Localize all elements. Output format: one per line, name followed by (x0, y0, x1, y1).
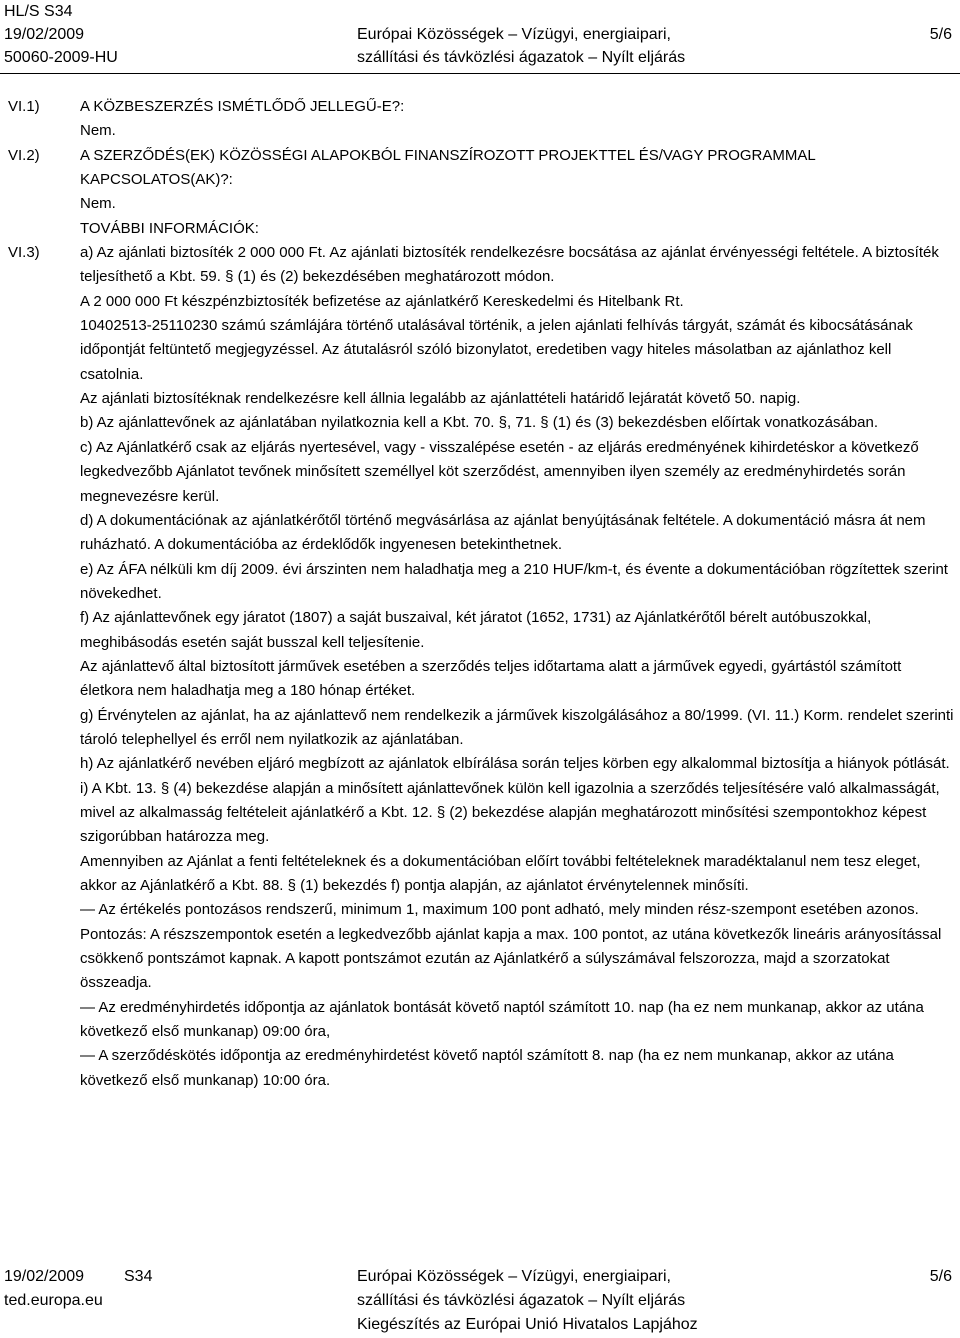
info-paragraph: g) Érvénytelen az ajánlat, ha az ajánlattevő nem rendelkezik a járművek kiszolgálásához a 80/1999. (VI. 11.) Korm. rendelet szerinti tároló telephellyel és erről nem nyilatkozik az ajánlatában. (80, 706, 954, 748)
info-paragraph: Amennyiben az Ajánlat a fenti feltételeknek és a dokumentációban előírt további feltételeknek maradéktalanul nem tesz eleget, akkor az Ajánlatkérő a Kbt. 88. § (1) bekezdés f) pontja alapján, az ajánlatot érvénytelennek minősíti. (80, 852, 921, 894)
footer-center (357, 1265, 698, 1337)
footer-page-number: 5/6 (929, 1268, 952, 1285)
section-heading-vi2: A SZERZŐDÉS(EK) KÖZÖSSÉGI ALAPOKBÓL FINANSZÍROZOTT PROJEKTTEL ÉS/VAGY PROGRAMMAL KAPCSOLATOS(AK)?: (80, 146, 816, 189)
info-paragraph: b) Az ajánlattevőnek az ajánlatában nyilatkoznia kell a Kbt. 70. §, 71. § (1) és (3) bekezdésben előírtak vonatkozásában. (80, 414, 878, 432)
header-center (357, 0, 685, 69)
info-paragraph: e) Az ÁFA nélküli km díj 2009. évi árszinten nem haladhatja meg a 210 HUF/km-t, és évente a dokumentációban rögzítettek szerint növekedhet. (80, 560, 948, 602)
section-number-vi3: VI.3) (8, 244, 40, 261)
footer-title-line2: szállítási és távközlési ágazatok – Nyílt eljárás (357, 1292, 686, 1309)
footer-series: S34 (124, 1268, 153, 1285)
header-notice-no: 50060-2009-HU (4, 49, 118, 66)
section-heading-vi3: TOVÁBBI INFORMÁCIÓK: (80, 219, 259, 237)
info-paragraph: Az ajánlati biztosítéknak rendelkezésre kell állnia legalább az ajánlattételi határidő lejáratát követő 50. napig. (80, 390, 801, 408)
page-footer (0, 1265, 960, 1338)
section-value-vi2: Nem. (80, 195, 116, 213)
footer-title-line1: Európai Közösségek – Vízügyi, energiaipari, (357, 1268, 671, 1285)
info-paragraph: — Az értékelés pontozásos rendszerű, minimum 1, maximum 100 pont adható, mely minden rész-szempont esetében azonos. (80, 901, 919, 919)
info-paragraph: f) Az ajánlattevőnek egy járatot (1807) a saját buszaival, két járatot (1652, 1731) az Ajánlatkérőtől bérelt autóbuszokkal, meghibásodás esetén saját busszal kell teljesítenie. (80, 609, 872, 651)
footer-site-link[interactable]: ted.europa.eu (4, 1292, 103, 1309)
page-header (0, 0, 960, 74)
section-heading-vi1: A KÖZBESZERZÉS ISMÉTLŐDŐ JELLEGŰ-E?: (80, 98, 405, 115)
footer-title-line3: Kiegészítés az Európai Unió Hivatalos Lapjához (357, 1316, 698, 1333)
section-number-vi1: VI.1) (8, 98, 40, 115)
header-divider (0, 73, 960, 74)
info-paragraph: a) Az ajánlati biztosíték 2 000 000 Ft. Az ajánlati biztosíték rendelkezésre bocsátása az ajánlat érvényességi feltétele. A biztosíték teljesíthető a Kbt. 59. § (1) és (2) bekezdésében meghatározott módon. (80, 244, 939, 286)
section-number-vi2: VI.2) (8, 147, 40, 164)
header-page-number: 5/6 (929, 26, 952, 43)
info-paragraph: i) A Kbt. 13. § (4) bekezdése alapján a minősített ajánlattevőnek külön kell igazolnia a szerződés teljesítésére való alkalmasságát, mivel az alkalmasság feltételeit ajánlatkérő a Kbt. 12. § (2) bekezdése alapján meghatározott minősítési szempontokhoz képest szigorúbban határozza meg. (80, 779, 940, 846)
info-paragraph: A 2 000 000 Ft készpénzbiztosíték befizetése az ajánlatkérő Kereskedelmi és Hitelbank Rt. (80, 292, 684, 310)
section-value-vi1: Nem. (80, 122, 116, 140)
header-date: 19/02/2009 (4, 26, 85, 43)
info-paragraph: Az ajánlattevő által biztosított járművek esetében a szerződés teljes időtartama alatt a járművek egyedi, gyártástól számított életkora nem haladhatja meg a 180 hónap értéket. (80, 657, 902, 700)
header-title-line2: szállítási és távközlési ágazatok – Nyílt eljárás (357, 49, 686, 66)
info-paragraph: — A szerződéskötés időpontja az eredményhirdetést követő naptól számított 8. nap (ha ez nem munkanap, akkor az utána következő első munkanap) 10:00 óra. (80, 1047, 894, 1089)
header-title-line1: Európai Közösségek – Vízügyi, energiaipari, (357, 26, 671, 43)
header-left (4, 0, 118, 69)
header-doc-id: HL/S S34 (4, 3, 73, 20)
document-body (80, 95, 956, 1093)
info-paragraph: h) Az ajánlatkérő nevében eljáró megbízott az ajánlatok elbírálása során teljes körben egy alkalommal biztosítja a hiányok pótlását. (80, 755, 950, 773)
info-paragraph: Pontozás: A részszempontok esetén a legkedvezőbb ajánlat kapja a max. 100 pontot, az utána következők lineáris arányosítással csökkenő pontszámot kapnak. A kapott pontszámot ezután az Ajánlatkérő a súlyszámával felszorozza, majd a szorzatokat összeadja. (80, 925, 942, 992)
info-paragraph: — Az eredményhirdetés időpontja az ajánlatok bontását követő naptól számított 10. nap (ha ez nem munkanap, akkor az utána következő első munkanap) 09:00 óra, (80, 998, 924, 1041)
info-paragraph: d) A dokumentációnak az ajánlatkérőtől történő megvásárlása az ajánlat benyújtásának feltétele. A dokumentáció másra át nem ruházható. A dokumentációba az érdeklődők ingyenesen betekinthetnek. (80, 511, 926, 554)
footer-date: 19/02/2009 (4, 1268, 85, 1285)
info-paragraph: c) Az Ajánlatkérő csak az eljárás nyertesével, vagy - visszalépése esetén - az eljárás eredményének kihirdetéskor a következő legkedvezőbb Ajánlatot tevőnek minősített személlyel köt szerződést, amennyiben ilyen személy az eredményhirdetés során megnevezésre kerül. (80, 438, 919, 505)
info-paragraph: 10402513-25110230 számú számlájára történő utalásával történik, a jelen ajánlati felhívás tárgyát, számát és kibocsátásának időpontját feltüntető megjegyzéssel. Az átutalásról szóló bizonylatot, eredetiben vagy hiteles másolatban az ajánlathoz kell csatolnia. (80, 317, 913, 383)
